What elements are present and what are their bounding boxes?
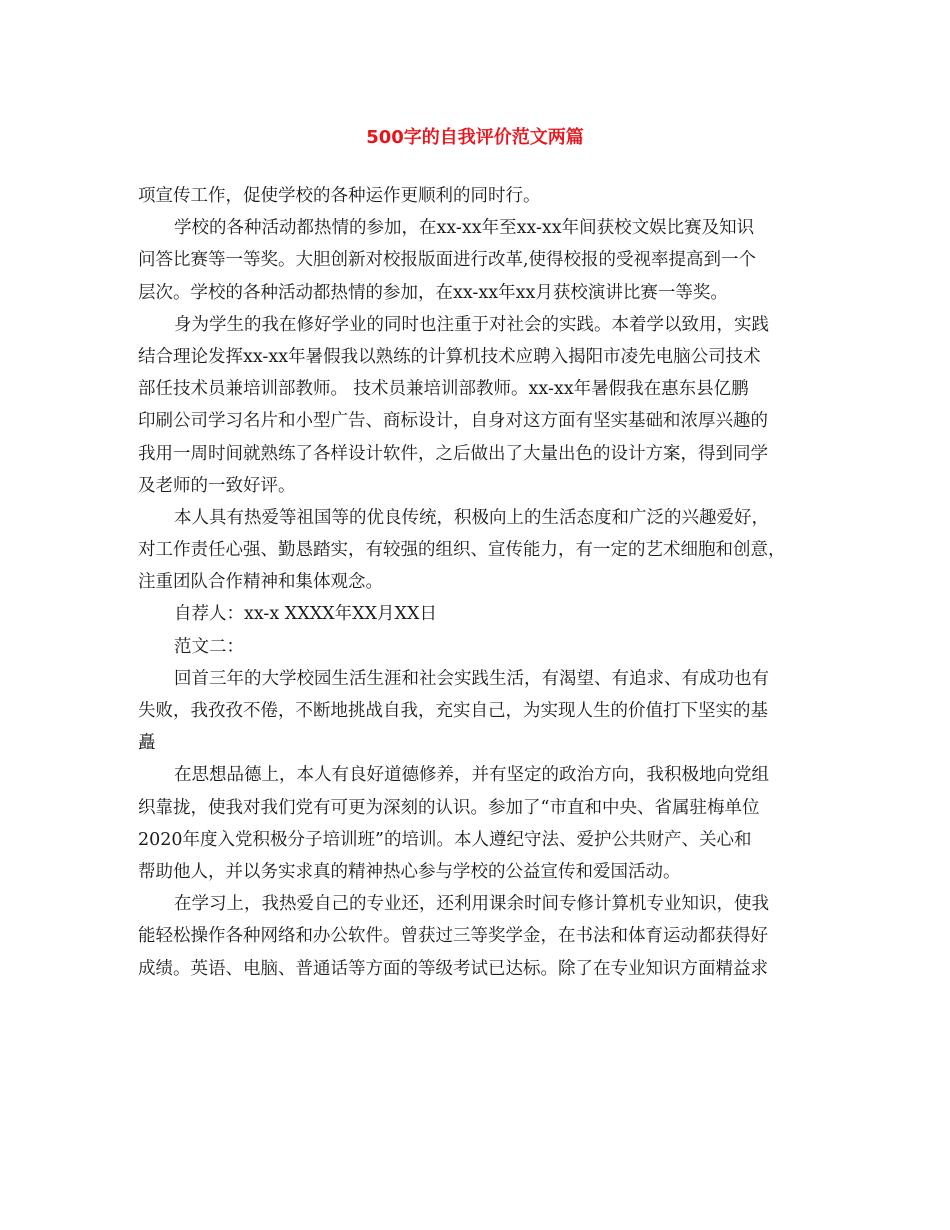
text-line: 身为学生的我在修好学业的同时也注重于对社会的实践。本着学以致用，实践	[174, 314, 769, 335]
text-line: 织靠拢，使我对我们党有可更为深刻的认识。参加了“市直和中央、省属驻梅单位	[138, 797, 760, 818]
text-line: 帮助他人，并以务实求真的精神热心参与学校的公益宣传和爱国活动。	[138, 861, 681, 882]
text-line: 印刷公司学习名片和小型广告、商标设计，自身对这方面有坚实基础和浓厚兴趣的	[138, 411, 768, 432]
text-line: 结合理论发挥xx-xx年暑假我以熟练的计算机技术应聘入揭阳市凌先电脑公司技术	[138, 346, 761, 367]
text-line: 层次。学校的各种活动都热情的参加，在xx-xx年xx月获校演讲比赛一等奖。	[138, 282, 728, 303]
text-line: 回首三年的大学校园生活生涯和社会实践生活，有渴望、有追求、有成功也有	[174, 668, 769, 689]
text-line: 在思想品德上，本人有良好道德修养，并有坚定的政治方向，我积极地向党组	[174, 765, 769, 786]
text-line: 失败，我孜孜不倦，不断地挑战自我，充实自己，为实现人生的价值打下坚实的基	[138, 701, 768, 721]
text-line: 我用一周时间就熟练了各样设计软件，之后做出了大量出色的设计方案，得到同学	[138, 443, 768, 464]
text-line: 学校的各种活动都热情的参加，在xx-xx年至xx-xx年间获校文娱比赛及知识	[174, 218, 755, 239]
text-line: 范文二：	[174, 636, 244, 657]
text-line: 部任技术员兼培训部教师。 技术员兼培训部教师。xx-xx年暑假我在惠东县亿鹏	[138, 379, 749, 400]
text-line: 能轻松操作各种网络和办公软件。曾获过三等奖学金，在书法和体育运动都获得好	[138, 926, 768, 947]
text-line: 对工作责任心强、勤恳踏实，有较强的组织、宣传能力，有一定的艺术细胞和创意，	[138, 540, 786, 561]
text-line: 自荐人：xx-x XXXX年XX月XX日	[174, 604, 437, 625]
text-line: 矗	[138, 733, 156, 754]
text-line: 成绩。英语、电脑、普通话等方面的等级考试已达标。除了在专业知识方面精益求	[138, 958, 768, 979]
text-line: 问答比赛等一等奖。大胆创新对校报版面进行改革,使得校报的受视率提高到一个	[138, 250, 757, 271]
text-line: 项宣传工作，促使学校的各种运作更顺利的同时行。	[138, 186, 541, 206]
document-title: 500字的自我评价范文两篇	[366, 127, 584, 148]
text-line: 注重团队合作精神和集体观念。	[138, 572, 383, 593]
text-line: 及老师的一致好评。	[138, 475, 296, 496]
document-body	[138, 180, 818, 985]
text-line: 本人具有热爱等祖国等的优良传统，积极向上的生活态度和广泛的兴趣爱好，	[174, 507, 769, 528]
text-line: 2020年度入党积极分子培训班”的培训。本人遵纪守法、爱护公共财产、关心和	[138, 829, 752, 850]
text-line: 在学习上，我热爱自己的专业还，还利用课余时间专修计算机专业知识，使我	[174, 894, 769, 915]
